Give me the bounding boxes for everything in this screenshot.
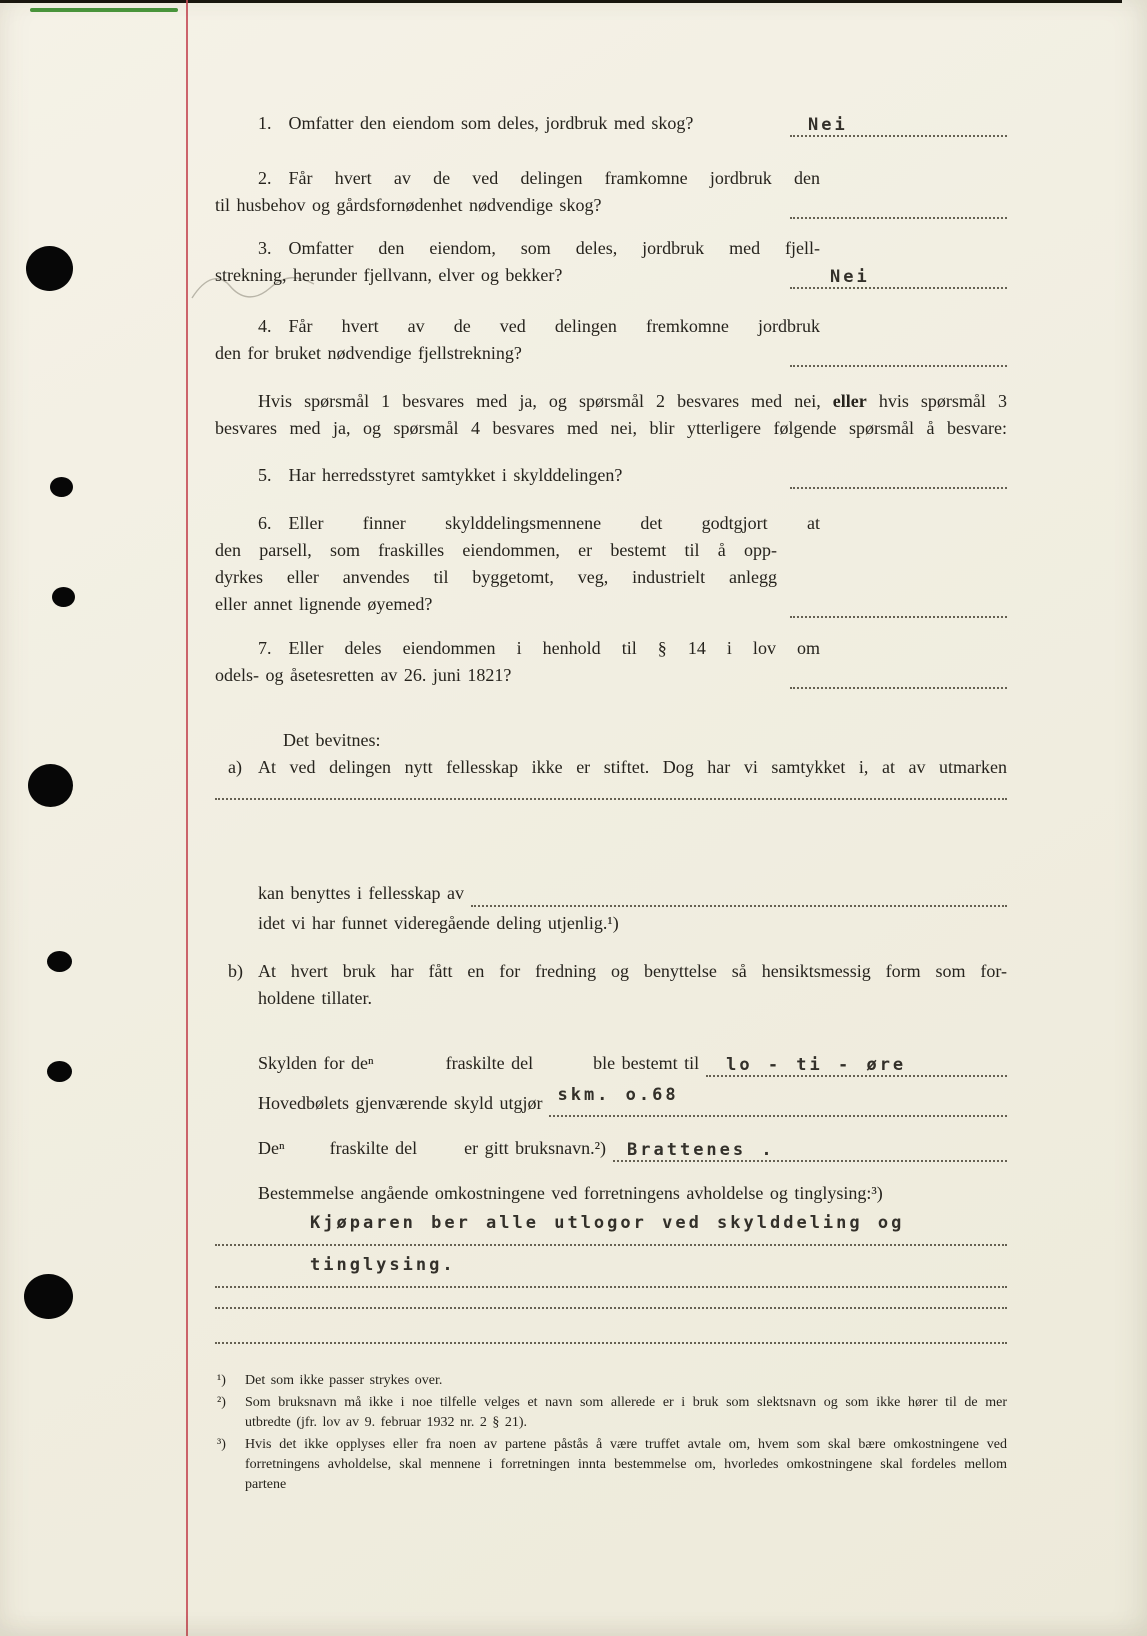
question-4-line2: den for bruket nødvendige fjellstrekning?	[215, 343, 522, 363]
green-margin-mark	[30, 8, 178, 12]
conditions-line1-b: hvis spørsmål 3	[866, 391, 1007, 411]
fellesskap-text: kan benyttes i fellesskap av	[258, 883, 464, 903]
question-6-line2	[215, 537, 777, 564]
question-3-number: 3.	[258, 238, 272, 258]
skyld-answer-line	[706, 1054, 1007, 1077]
question-7	[215, 635, 1007, 689]
question-4-answer-line	[790, 344, 1007, 367]
question-3-text: Omfatter den eiendom, som deles, jordbruk med fjell-	[288, 238, 820, 258]
punch-hole	[47, 951, 72, 972]
punch-hole	[24, 1274, 73, 1319]
footnote-3-marker: ³)	[217, 1437, 226, 1452]
punch-hole	[28, 764, 73, 807]
omkostninger-label: Bestemmelse angående omkostningene ved forretningens avholdelse og tinglysing:³)	[258, 1183, 883, 1203]
bruksnavn-part2: fraskilte del	[329, 1138, 418, 1158]
question-6-answer-line	[790, 595, 1007, 618]
question-4-line1	[215, 313, 820, 340]
question-6-line3-text: dyrkes eller anvendes til byggetomt, veg, industrielt anlegg	[215, 567, 777, 587]
utjenlig-line: idet vi har funnet videregående deling utjenlig.¹)	[258, 913, 619, 933]
punch-hole	[50, 477, 73, 497]
question-5-answer-line	[790, 466, 1007, 489]
footnote-1	[215, 1371, 1007, 1391]
question-6-line2-text: den parsell, som fraskilles eiendommen, er bestemt til å opp-	[215, 540, 777, 560]
omkostninger-typed-line2: tinglysing.	[215, 1252, 1007, 1288]
utmark-dotted-line	[215, 798, 1007, 800]
red-margin-line	[186, 0, 188, 1636]
scan-top-edge	[0, 0, 1122, 3]
skyld-part1: Skylden for deⁿ	[258, 1053, 374, 1073]
attest-item-a-line	[258, 754, 1007, 781]
conditions-paragraph	[215, 388, 1007, 442]
hovedbol-label: Hovedbølets gjenværende skyld utgjør	[258, 1093, 543, 1113]
question-2-answer-line	[790, 196, 1007, 219]
question-1	[215, 110, 1007, 137]
question-2-text: Får hvert av de ved delingen framkomne jordbruk den	[288, 168, 820, 188]
attest-item-b-line1	[258, 958, 1007, 985]
conditions-bold-word: eller	[832, 391, 867, 411]
hovedbol-line	[215, 1085, 1007, 1117]
question-7-answer-line	[790, 666, 1007, 689]
empty-dotted-line	[215, 1307, 1007, 1309]
question-5-text: Har herredsstyret samtykket i skylddelingen?	[288, 465, 623, 485]
attest-item-b	[215, 958, 1007, 1012]
question-1-answer-line	[790, 114, 1007, 137]
question-6-line3	[215, 564, 777, 591]
attest-heading: Det bevitnes:	[283, 730, 381, 750]
footnote-1-marker: ¹)	[217, 1373, 226, 1388]
question-3-typed-answer: Nei	[830, 267, 870, 287]
attest-item-b-text1: At hvert bruk har fått en for fredning og benyttelse så hensiktsmessig form som for-	[258, 961, 1007, 981]
footnote-3	[215, 1435, 1007, 1495]
question-3-line2: strekning, herunder fjellvann, elver og bekker?	[215, 265, 563, 285]
footnote-2-marker: ²)	[217, 1395, 226, 1410]
question-7-line2: odels- og åsetesretten av 26. juni 1821?	[215, 665, 512, 685]
question-4-number: 4.	[258, 316, 272, 336]
punch-hole	[26, 246, 73, 291]
question-7-number: 7.	[258, 638, 272, 658]
question-7-text: Eller deles eiendommen i henhold til § 14 i lov om	[288, 638, 820, 658]
question-1-text: Omfatter den eiendom som deles, jordbruk med skog?	[288, 113, 694, 133]
question-5-number: 5.	[258, 465, 272, 485]
punch-hole	[52, 587, 75, 607]
hovedbol-typed-answer: skm. o.68	[557, 1085, 679, 1105]
footnote-2-text: Som bruksnavn må ikke i noe tilfelle velges et navn som allerede er i bruk som slektsnavn og som ikke hører til de mer utbredte (jfr. lov av 9. februar 1932 nr. 2 § 21).	[245, 1395, 1007, 1430]
skyld-typed-answer: lo - ti - øre	[726, 1055, 907, 1075]
bruksnavn-part1: Deⁿ	[258, 1138, 285, 1158]
skyld-part2: fraskilte del	[445, 1053, 534, 1073]
footnote-2	[215, 1393, 1007, 1433]
question-3-line1	[215, 235, 820, 262]
attest-item-a-text: At ved delingen nytt fellesskap ikke er stiftet. Dog har vi samtykket i, at av utmarken	[258, 757, 1007, 777]
question-3	[215, 235, 1007, 289]
question-4-text: Får hvert av de ved delingen fremkomne jordbruk	[288, 316, 820, 336]
question-6-text: Eller finner skylddelingsmennene det godtgjort at	[288, 513, 820, 533]
skyld-line	[215, 1050, 1007, 1077]
question-2-line1	[215, 165, 820, 192]
question-1-typed-answer: Nei	[808, 115, 848, 135]
empty-dotted-line	[215, 1342, 1007, 1344]
fellesskap-line	[215, 880, 1007, 907]
question-6-line1	[215, 510, 820, 537]
conditions-line1	[215, 388, 1007, 415]
attest-item-a	[215, 754, 1007, 781]
attest-item-b-line2	[258, 985, 1007, 1012]
form-content	[215, 100, 1007, 1495]
question-5-line1	[215, 462, 622, 489]
punch-hole	[47, 1061, 72, 1082]
question-6-number: 6.	[258, 513, 272, 533]
fellesskap-answer-line	[471, 884, 1007, 907]
hovedbol-answer-line	[549, 1085, 1007, 1117]
question-2	[215, 165, 1007, 219]
question-4	[215, 313, 1007, 367]
bruksnavn-answer-line	[613, 1139, 1007, 1162]
question-3-answer-line	[790, 266, 1007, 289]
question-6-line4: eller annet lignende øyemed?	[215, 594, 433, 614]
attest-item-b-text2: holdene tillater.	[258, 988, 372, 1008]
question-5	[215, 462, 1007, 489]
question-7-line1	[215, 635, 820, 662]
bruksnavn-line	[215, 1135, 1007, 1162]
conditions-line2-text: besvares med ja, og spørsmål 4 besvares med nei, blir ytterligere følgende spørsmål å besvare:	[215, 418, 1007, 438]
question-1-number: 1.	[258, 113, 272, 133]
question-2-number: 2.	[258, 168, 272, 188]
attest-item-a-label: a)	[228, 757, 242, 777]
conditions-line2	[215, 415, 1007, 442]
question-1-line1	[215, 110, 693, 137]
bruksnavn-part3: er gitt bruksnavn.²)	[464, 1138, 607, 1158]
question-2-line2: til husbehov og gårdsfornødenhet nødvendige skog?	[215, 195, 602, 215]
skyld-part3: ble bestemt til	[593, 1053, 700, 1073]
question-6	[215, 510, 1007, 618]
attest-item-b-label: b)	[228, 961, 243, 981]
conditions-line1-a: Hvis spørsmål 1 besvares med ja, og spørsmål 2 besvares med nei,	[258, 391, 833, 411]
footnote-1-text: Det som ikke passer strykes over.	[245, 1373, 443, 1388]
omkostninger-typed-line1: Kjøparen ber alle utlogor ved skylddeling og	[215, 1210, 1007, 1246]
footnote-3-text: Hvis det ikke opplyses eller fra noen av partene påstås å være truffet avtale om, hvem som skal bære omkostningene ved forretningens avholdelse, skal mennene i forretningen innta bestemmelse om, hvorledes omkostningene skal fordeles mellom partene	[245, 1437, 1007, 1492]
footnotes	[215, 1371, 1007, 1495]
bruksnavn-typed-answer: Brattenes .	[627, 1140, 775, 1160]
